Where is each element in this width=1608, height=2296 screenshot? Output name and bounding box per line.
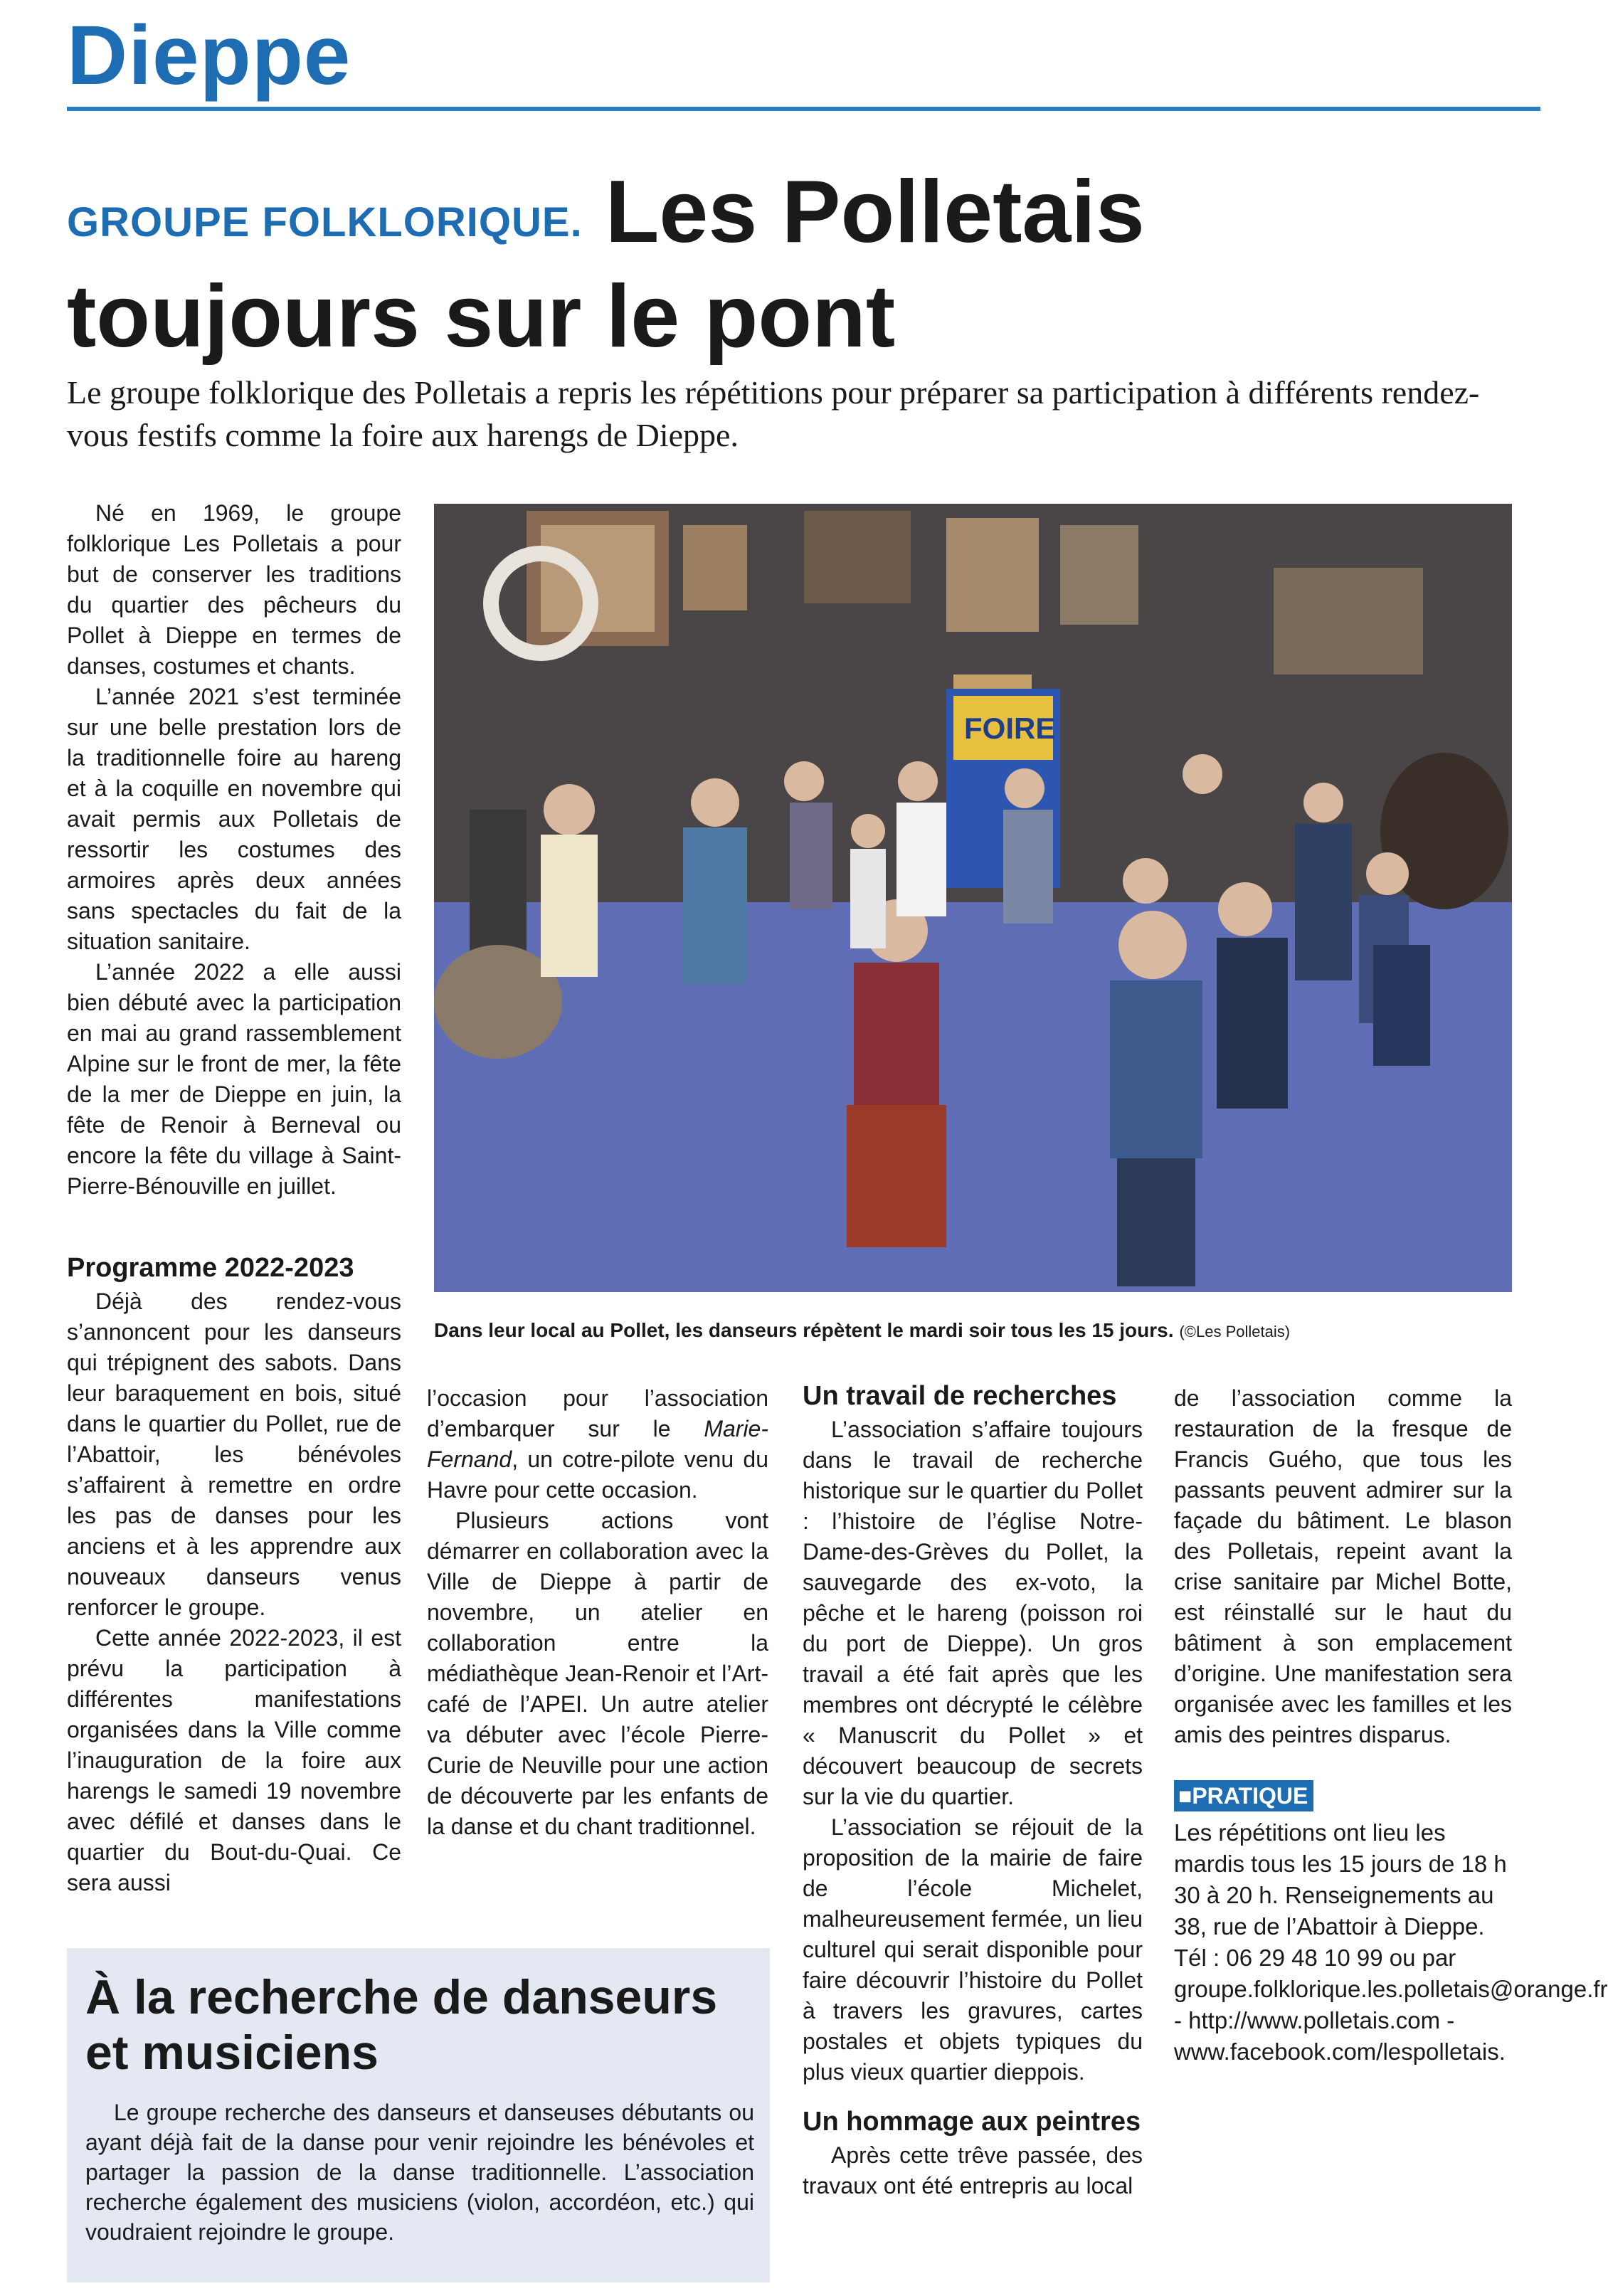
paragraph: L’année 2022 a elle aussi bien débuté avec la participation en mai au grand rassemblement Alpine sur le front de mer, la fête de la mer de Dieppe en juin, la fête de Renoir à Berneval ou encore la fête du village à Saint-Pierre-Bénouville en juillet.: [67, 959, 401, 1199]
column-4: [1174, 1383, 1608, 2068]
boat-name: Marie-Fernand: [427, 1416, 768, 1472]
headline-block: [67, 165, 1490, 364]
paragraph-continued: [427, 1383, 768, 1506]
section-rule: [67, 107, 1540, 111]
photo-illustration: [434, 504, 1512, 1292]
sidebar-title: À la recherche de danseurs et musiciens: [85, 1970, 718, 2080]
pratique-label: ■PRATIQUE: [1174, 1780, 1313, 1811]
article-photo: [434, 504, 1512, 1292]
paragraph: L’association s’affaire toujours dans le travail de recherche historique sur le quartier du Pollet : l’histoire de l’église Notre-Dame-des-Grèves du Pollet, la sauvegarde des ex-voto, la pêche et le hareng (poisson roi du port de Dieppe). Un gros travail a été fait après que les membres ont décrypté le célèbre « Manuscrit du Pollet » et découvert beaucoup de secrets sur la vie du quartier.: [803, 1417, 1143, 1809]
section-title: Dieppe: [67, 9, 351, 102]
caption-text: Dans leur local au Pollet, les danseurs répètent le mardi soir tous les 15 jours.: [434, 1319, 1174, 1341]
headline: Les Polletais toujours sur le pont: [67, 163, 1145, 366]
pratique-label-text: PRATIQUE: [1192, 1783, 1308, 1809]
paragraph: Né en 1969, le groupe folklorique Les Polletais a pour but de conserver les traditions du quartier des pêcheurs du Pollet à Dieppe en termes de danses, costumes et chants.: [67, 500, 401, 679]
photo-credit: (©Les Polletais): [1179, 1323, 1291, 1340]
pratique-text: Les répétitions ont lieu les mardis tous les 15 jours de 18 h 30 à 20 h. Renseignements au 38, rue de l’Abattoir à Dieppe. Tél : 06 29 48 10 99 ou par groupe.folklorique.les.polletais@orange.fr - http://www.polletais.com - www.facebook.com/lespolletais.: [1174, 1819, 1608, 2065]
sidebar-body: Le groupe recherche des danseurs et danseuses débutants ou ayant déjà fait de la danse pour venir rejoindre les bénévoles et partager la passion de la danse traditionnelle. L’association recherche également des musiciens (violon, accordéon, etc.) qui voudraient rejoindre le groupe.: [85, 2100, 754, 2245]
column-2: [427, 1383, 768, 1842]
pratique-box: [1174, 1780, 1608, 2068]
paragraph: Déjà des rendez-vous s’annoncent pour les danseurs qui trépignent des sabots. Dans leur baraquement en bois, situé dans le quartier du Pollet, rue de l’Abattoir, les bénévoles s’affairent à remettre en ordre les pas de danses pour les anciens et à les apprendre aux nouveaux danseurs venus renforcer le groupe.: [67, 1289, 401, 1620]
kicker: GROUPE FOLKLORIQUE.: [67, 199, 583, 245]
deck: Le groupe folklorique des Polletais a repris les répétitions pour préparer sa participation à différents rendez-vous festifs comme la foire aux harengs de Dieppe.: [67, 374, 1480, 453]
paragraph: L’année 2021 s’est terminée sur une belle prestation lors de la traditionnelle foire au hareng et à la coquille en novembre qui avait permis aux Polletais de ressortir les costumes des armoires après deux années sans spectacles du fait de la situation sanitaire.: [67, 684, 401, 954]
text-run: l’occasion pour l’association d’embarquer sur le: [427, 1385, 768, 1441]
banner-text: FOIRE: [964, 711, 1056, 745]
subhead-hommage: Un hommage aux peintres: [803, 2107, 1141, 2137]
column-3: [803, 1380, 1143, 2201]
photo-caption: [434, 1319, 1512, 1342]
column-1: [67, 498, 401, 1202]
paragraph: Après cette trêve passée, des travaux ont été entrepris au local: [803, 2142, 1143, 2199]
paragraph: Cette année 2022-2023, il est prévu la participation à différentes manifestations organisées dans la Ville comme l’inauguration de la foire aux harengs le samedi 19 novembre avec défilé et danses dans le quartier du Bout-du-Quai. Ce sera aussi: [67, 1625, 401, 1895]
paragraph-continued: de l’association comme la restauration de la fresque de Francis Guého, que tous les passants peuvent admirer sur la façade du bâtiment. Le blason des Polletais, repeint avant la crise sanitaire par Michel Botte, est réinstallé sur le haut du bâtiment à son emplacement d’origine. Une manifestation sera organisée avec les familles et les amis des peintres disparus.: [1174, 1385, 1512, 1747]
subhead-programme: Programme 2022-2023: [67, 1253, 354, 1283]
subhead-travail: Un travail de recherches: [803, 1381, 1117, 1411]
paragraph: L’association se réjouit de la proposition de la mairie de faire de l’école Michelet, malheureusement fermée, un lieu culturel qui serait disponible pour faire découvrir l’histoire du Pollet à travers les gravures, cartes postales et objets typiques du plus vieux quartier dieppois.: [803, 1814, 1143, 2085]
text-run: , un cotre-pilote venu du Havre pour cette occasion.: [427, 1446, 768, 1503]
paragraph: Plusieurs actions vont démarrer en collaboration avec la Ville de Dieppe à partir de novembre, un atelier en collaboration entre la médiathèque Jean-Renoir et l’Art-café de l’APEI. Un autre atelier va débuter avec l’école Pierre-Curie de Neuville pour une action de découverte par les enfants de la danse et du chant traditionnel.: [427, 1508, 768, 1839]
column-1-programme: [67, 1252, 401, 1898]
